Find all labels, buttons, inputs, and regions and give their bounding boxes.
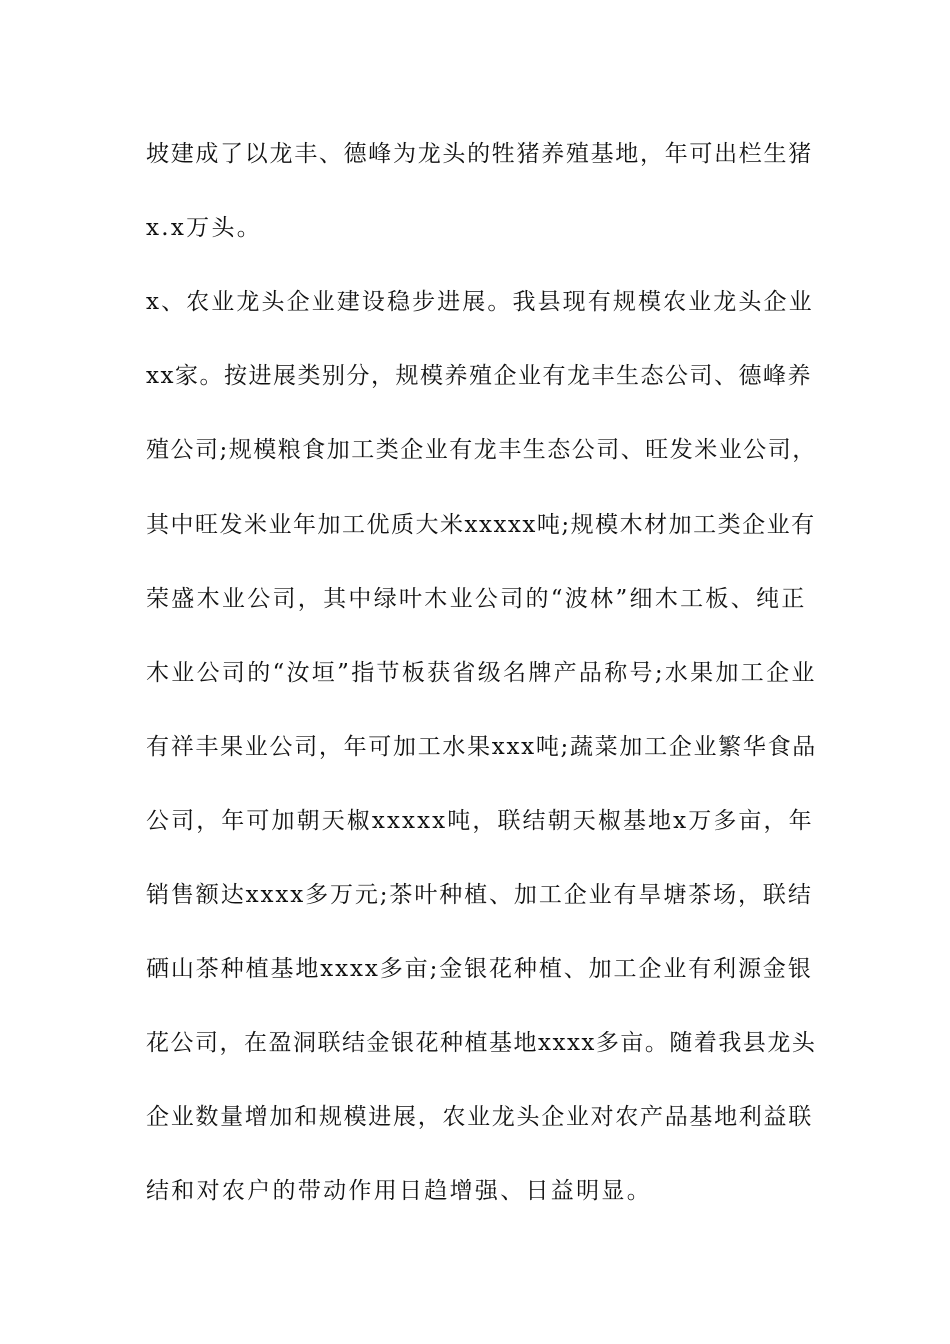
text-line: 花公司，在盈洞联结金银花种植基地xxxx多亩。随着我县龙头	[146, 1030, 817, 1056]
text-line: 公司，年可加朝天椒xxxxx吨，联结朝天椒基地x万多亩，年	[146, 808, 814, 834]
text-line: x.x万头。	[146, 215, 263, 241]
text-line: 企业数量增加和规模进展，农业龙头企业对农产品基地利益联	[146, 1104, 813, 1130]
text-line: 殖公司;规模粮食加工类企业有龙丰生态公司、旺发米业公司，	[146, 437, 817, 463]
text-line: 有祥丰果业公司，年可加工水果xxx吨;蔬菜加工企业繁华食品	[146, 734, 817, 760]
text-line: x、农业龙头企业建设稳步进展。我县现有规模农业龙头企业	[146, 289, 814, 315]
text-line: 结和对农户的带动作用日趋增强、日益明显。	[146, 1178, 652, 1204]
text-line: 坡建成了以龙丰、德峰为龙头的牲猪养殖基地，年可出栏生猪	[146, 141, 813, 167]
text-line: 硒山茶种植基地xxxx多亩;金银花种植、加工企业有利源金银	[146, 956, 813, 982]
text-line: 其中旺发米业年加工优质大米xxxxx吨;规模木材加工类企业有	[146, 512, 816, 538]
text-line: 木业公司的“汝垣”指节板获省级名牌产品称号;水果加工企业	[146, 660, 817, 686]
text-line: 销售额达xxxx多万元;茶叶种植、加工企业有旱塘茶场，联结	[146, 882, 813, 908]
text-line: 荣盛木业公司，其中绿叶木业公司的“波林”细木工板、纯正	[146, 586, 807, 612]
text-line: xx家。按进展类别分，规模养殖企业有龙丰生态公司、德峰养	[146, 363, 812, 389]
